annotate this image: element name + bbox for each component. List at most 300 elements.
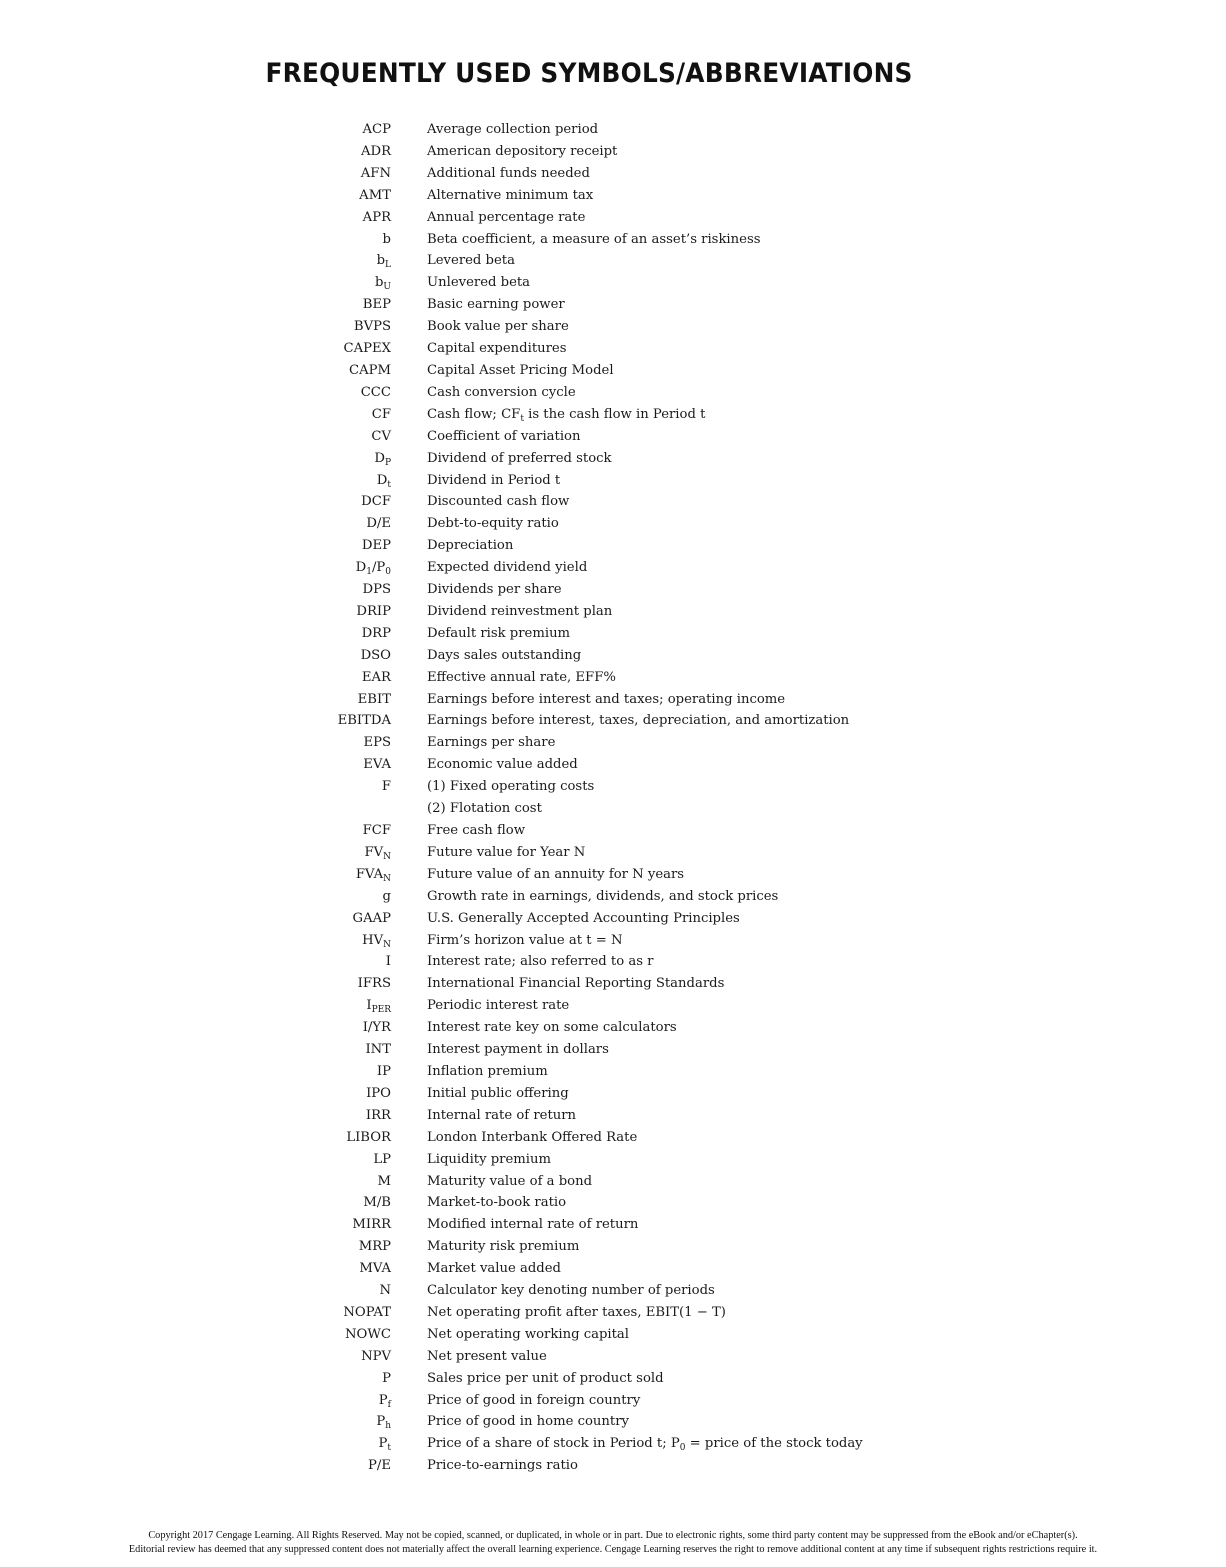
abbreviation xyxy=(363,820,391,842)
abbreviation-text: MIRR xyxy=(352,1217,391,1233)
list-item xyxy=(0,1390,1226,1412)
definition-text: Modified internal rate of return xyxy=(427,1217,639,1233)
abbreviation-subscript: N xyxy=(383,851,391,862)
definition xyxy=(427,513,559,535)
list-item xyxy=(0,710,1226,732)
abbreviation-subscript: P xyxy=(384,457,391,468)
abbreviation-subscript: PER xyxy=(371,1005,391,1016)
list-item xyxy=(0,229,1226,251)
abbreviation xyxy=(379,1433,392,1455)
abbreviation-text: EAR xyxy=(361,669,391,685)
abbreviation-text: NOWC xyxy=(345,1326,391,1342)
definition-subscript: t xyxy=(520,413,524,424)
definition xyxy=(427,1324,629,1346)
definition-text: Inflation premium xyxy=(427,1063,548,1079)
definition xyxy=(427,491,569,513)
definition xyxy=(427,623,570,645)
abbreviation-text: EBIT xyxy=(357,691,391,707)
abbreviation xyxy=(359,1258,391,1280)
definition xyxy=(427,1149,551,1171)
abbreviation-subscript: N xyxy=(383,873,391,884)
abbreviation xyxy=(356,864,391,886)
definition-text: Unlevered beta xyxy=(427,275,531,291)
abbreviation xyxy=(366,1083,391,1105)
definition-text: Expected dividend yield xyxy=(427,560,588,576)
list-item xyxy=(0,930,1226,952)
abbreviation-text: CF xyxy=(371,406,391,422)
abbreviation xyxy=(362,667,391,689)
definition xyxy=(427,973,724,995)
abbreviation-text: D/E xyxy=(366,516,391,532)
abbreviation xyxy=(349,360,391,382)
abbreviation xyxy=(365,1039,391,1061)
definition-text: Basic earning power xyxy=(427,297,565,313)
abbreviation xyxy=(346,1127,391,1149)
list-item xyxy=(0,1017,1226,1039)
abbreviation-text: EVA xyxy=(363,757,391,773)
definition xyxy=(427,645,581,667)
abbreviation xyxy=(379,1280,391,1302)
list-item xyxy=(0,338,1226,360)
list-item xyxy=(0,973,1226,995)
abbreviation xyxy=(374,448,391,470)
abbreviation-text: N xyxy=(379,1283,391,1299)
definition xyxy=(427,229,760,251)
list-item xyxy=(0,1302,1226,1324)
abbreviation-text: I xyxy=(366,998,372,1014)
abbreviation-list xyxy=(0,119,1226,1477)
abbreviation xyxy=(377,470,391,492)
abbreviation xyxy=(354,316,391,338)
abbreviation-text: I xyxy=(385,954,391,970)
definition-text: Capital expenditures xyxy=(427,341,567,357)
abbreviation-text: M/B xyxy=(363,1195,391,1211)
list-item xyxy=(0,1083,1226,1105)
definition-text: International Financial Reporting Standards xyxy=(427,976,725,992)
abbreviation-text: DCF xyxy=(361,494,391,510)
abbreviation xyxy=(362,930,391,952)
definition xyxy=(427,119,598,141)
abbreviation-text: GAAP xyxy=(352,910,391,926)
list-item xyxy=(0,864,1226,886)
definition-text: Price-to-earnings ratio xyxy=(427,1458,578,1474)
definition xyxy=(427,601,612,623)
abbreviation-subscript: 0 xyxy=(385,567,391,578)
list-item xyxy=(0,1127,1226,1149)
abbreviation xyxy=(383,229,391,251)
definition xyxy=(427,448,612,470)
abbreviation-text: b xyxy=(376,253,386,269)
list-item xyxy=(0,1346,1226,1368)
definition-text: (2) Flotation cost xyxy=(427,801,542,817)
definition-text: Periodic interest rate xyxy=(427,998,570,1014)
list-item xyxy=(0,1324,1226,1346)
definition-text: Interest rate; also referred to as r xyxy=(427,954,654,970)
abbreviation-text: FCF xyxy=(362,823,391,838)
list-item xyxy=(0,1061,1226,1083)
definition xyxy=(427,820,525,842)
list-item xyxy=(0,601,1226,623)
abbreviation xyxy=(356,601,391,623)
definition-text: Dividend of preferred stock xyxy=(427,450,612,466)
definition-text: Dividends per share xyxy=(427,582,562,598)
abbreviation-subscript: L xyxy=(385,260,391,271)
abbreviation-text: EPS xyxy=(363,735,391,751)
abbreviation-text: P xyxy=(378,1392,388,1408)
list-item xyxy=(0,557,1226,579)
list-item xyxy=(0,754,1226,776)
abbreviation xyxy=(364,842,391,864)
definition xyxy=(427,1455,578,1477)
definition xyxy=(427,798,542,820)
abbreviation xyxy=(353,908,391,930)
definition-text: Cash conversion cycle xyxy=(427,384,576,400)
abbreviation-text: INT xyxy=(365,1042,391,1058)
definition xyxy=(427,1192,566,1214)
definition xyxy=(427,1258,561,1280)
abbreviation-text: b xyxy=(374,275,384,291)
definition xyxy=(427,272,530,294)
abbreviation xyxy=(359,185,391,207)
definition-text: Price of good in home country xyxy=(427,1414,629,1430)
abbreviation xyxy=(376,1411,391,1433)
definition-text: American depository receipt xyxy=(427,143,618,159)
definition-text: Cash flow; CF xyxy=(427,406,521,422)
abbreviation xyxy=(352,1214,391,1236)
list-item xyxy=(0,272,1226,294)
definition xyxy=(427,207,585,229)
list-item xyxy=(0,1214,1226,1236)
definition xyxy=(427,1171,592,1193)
abbreviation-text: AMT xyxy=(359,187,391,203)
abbreviation-text: D xyxy=(355,560,367,576)
definition-text: Days sales outstanding xyxy=(427,647,582,663)
definition xyxy=(427,951,653,973)
abbreviation-text: FV xyxy=(364,844,384,860)
abbreviation-subscript: t xyxy=(387,479,391,490)
list-item xyxy=(0,1236,1226,1258)
definition xyxy=(427,667,616,689)
definition-text: Book value per share xyxy=(427,319,569,335)
definition-text: Future value of an annuity for N years xyxy=(427,866,685,882)
definition-text: Annual percentage rate xyxy=(427,209,586,225)
definition xyxy=(427,294,565,316)
definition xyxy=(427,689,785,711)
definition-text: Initial public offering xyxy=(427,1085,569,1101)
definition xyxy=(427,1433,863,1455)
definition-text: (1) Fixed operating costs xyxy=(427,779,595,795)
definition xyxy=(427,163,590,185)
abbreviation xyxy=(363,732,391,754)
abbreviation-text: IRR xyxy=(365,1107,391,1123)
abbreviation xyxy=(362,535,391,557)
abbreviation xyxy=(382,776,391,798)
list-item xyxy=(0,294,1226,316)
list-item xyxy=(0,667,1226,689)
abbreviation xyxy=(343,1302,391,1324)
abbreviation xyxy=(379,1390,391,1412)
definition xyxy=(427,535,513,557)
abbreviation-text: b xyxy=(382,231,391,247)
abbreviation xyxy=(361,491,391,513)
definition-text: Maturity risk premium xyxy=(427,1239,580,1255)
definition-text: Growth rate in earnings, dividends, and stock prices xyxy=(427,888,779,904)
abbreviation-text: g xyxy=(382,888,391,904)
definition-text: Capital Asset Pricing Model xyxy=(427,362,614,378)
abbreviation-text: IFRS xyxy=(357,976,391,992)
abbreviation-text: CAPM xyxy=(349,362,391,378)
definition xyxy=(427,338,567,360)
list-item xyxy=(0,1411,1226,1433)
definition-text: Earnings before interest, taxes, depreciation, and amortization xyxy=(427,713,850,729)
list-item xyxy=(0,1105,1226,1127)
abbreviation-text: FVA xyxy=(355,866,384,882)
abbreviation-text: LIBOR xyxy=(346,1129,391,1145)
list-item xyxy=(0,404,1226,426)
definition xyxy=(427,1280,715,1302)
definition xyxy=(427,1236,579,1258)
list-item xyxy=(0,995,1226,1017)
abbreviation-subscript: f xyxy=(387,1399,391,1410)
abbreviation-text: D xyxy=(374,450,385,466)
abbreviation xyxy=(366,995,391,1017)
abbreviation-text: APR xyxy=(362,209,391,225)
copyright-line-1: Copyright 2017 Cengage Learning. All Rights Reserved. May not be copied, scanned, or duplicated, in whole or in part. Due to electronic rights, some third party content may be suppressed from the eBook and/or eChapter(s). xyxy=(148,1530,1078,1541)
abbreviation xyxy=(363,754,391,776)
definition-text: Internal rate of return xyxy=(427,1107,577,1123)
abbreviation xyxy=(363,1017,391,1039)
abbreviation-subscript: t xyxy=(387,1443,391,1454)
abbreviation-text: MVA xyxy=(359,1261,391,1277)
list-item xyxy=(0,645,1226,667)
list-item xyxy=(0,119,1226,141)
definition xyxy=(427,1127,637,1149)
list-item xyxy=(0,382,1226,404)
definition-text: Interest rate key on some calculators xyxy=(427,1020,677,1036)
list-item xyxy=(0,842,1226,864)
abbreviation-text: DRIP xyxy=(356,603,391,619)
definition xyxy=(427,1346,547,1368)
abbreviation xyxy=(362,623,391,645)
definition-text: Coefficient of variation xyxy=(427,428,581,444)
abbreviation xyxy=(366,1105,391,1127)
abbreviation xyxy=(343,338,391,360)
abbreviation-text-suffix: /P xyxy=(371,560,386,576)
definition xyxy=(427,908,740,930)
definition xyxy=(427,1411,629,1433)
list-item xyxy=(0,207,1226,229)
abbreviation xyxy=(363,579,391,601)
abbreviation xyxy=(373,1149,391,1171)
definition-text: Price of a share of stock in Period t; P xyxy=(427,1436,680,1452)
abbreviation xyxy=(363,119,392,141)
list-item xyxy=(0,1039,1226,1061)
abbreviation xyxy=(361,163,391,185)
list-item xyxy=(0,316,1226,338)
list-item xyxy=(0,1280,1226,1302)
definition-text: Future value for Year N xyxy=(427,844,586,860)
abbreviation-text: M xyxy=(377,1173,391,1189)
abbreviation xyxy=(371,426,391,448)
definition xyxy=(427,1105,576,1127)
definition-text: Market value added xyxy=(427,1261,561,1277)
list-item xyxy=(0,1149,1226,1171)
definition-text: Alternative minimum tax xyxy=(427,187,594,203)
abbreviation xyxy=(386,951,391,973)
abbreviation-subscript: U xyxy=(383,282,391,293)
definition xyxy=(427,710,849,732)
list-item xyxy=(0,491,1226,513)
abbreviation xyxy=(361,1346,391,1368)
abbreviation-text: EBITDA xyxy=(337,713,391,729)
list-item xyxy=(0,886,1226,908)
abbreviation xyxy=(363,294,391,316)
abbreviation xyxy=(345,1324,391,1346)
definition xyxy=(427,1039,609,1061)
list-item xyxy=(0,579,1226,601)
abbreviation xyxy=(363,1192,391,1214)
definition xyxy=(427,1368,664,1390)
abbreviation xyxy=(356,557,391,579)
abbreviation xyxy=(377,1061,391,1083)
list-item xyxy=(0,470,1226,492)
abbreviation-text: AFN xyxy=(360,165,391,181)
abbreviation-text: IP xyxy=(376,1063,391,1079)
definition-text: Net operating working capital xyxy=(427,1326,629,1342)
definition-text: Dividend reinvestment plan xyxy=(427,603,613,619)
list-item xyxy=(0,776,1226,798)
definition xyxy=(427,1061,548,1083)
definition-text: Beta coefficient, a measure of an asset’s riskiness xyxy=(427,231,761,247)
definition xyxy=(427,1017,677,1039)
definition xyxy=(427,316,569,338)
abbreviation-text: BVPS xyxy=(353,319,391,335)
abbreviation xyxy=(338,710,391,732)
list-item xyxy=(0,1433,1226,1455)
abbreviation-text: DRP xyxy=(361,625,391,641)
list-item xyxy=(0,798,1226,820)
abbreviation-subscript: 1 xyxy=(366,567,372,578)
definition xyxy=(427,776,594,798)
definition-text: Debt-to-equity ratio xyxy=(427,516,559,532)
abbreviation-text: I/YR xyxy=(362,1020,391,1036)
abbreviation xyxy=(377,250,391,272)
definition xyxy=(427,754,578,776)
definition-text: Default risk premium xyxy=(427,625,571,641)
abbreviation xyxy=(372,404,391,426)
list-item xyxy=(0,689,1226,711)
list-item xyxy=(0,163,1226,185)
definition xyxy=(427,360,614,382)
definition-text: Earnings before interest and taxes; operating income xyxy=(427,691,786,707)
abbreviation-text: MRP xyxy=(358,1239,391,1255)
abbreviation-text: P xyxy=(378,1436,388,1452)
abbreviation xyxy=(361,141,391,163)
abbreviation xyxy=(368,1455,391,1477)
abbreviation-subscript: h xyxy=(385,1421,391,1432)
definition-text: Discounted cash flow xyxy=(427,494,570,510)
abbreviation xyxy=(382,1368,391,1390)
abbreviation xyxy=(375,272,391,294)
definition-text: Average collection period xyxy=(427,122,599,137)
abbreviation-text: ADR xyxy=(360,143,391,159)
definition-text: Dividend in Period t xyxy=(427,472,561,488)
definition-text: Earnings per share xyxy=(427,735,556,751)
abbreviation-text: DPS xyxy=(362,582,391,598)
list-item xyxy=(0,1455,1226,1477)
definition-text-suffix: = price of the stock today xyxy=(685,1436,863,1452)
definition xyxy=(427,886,778,908)
definition xyxy=(427,404,705,426)
abbreviation-text: CCC xyxy=(360,384,391,400)
definition xyxy=(427,1302,726,1324)
list-item xyxy=(0,513,1226,535)
abbreviation-text: D xyxy=(376,472,388,488)
definition xyxy=(427,141,617,163)
definition-text-suffix: is the cash flow in Period t xyxy=(523,406,706,422)
list-item xyxy=(0,732,1226,754)
abbreviation xyxy=(361,382,391,404)
definition-text: Additional funds needed xyxy=(427,165,590,181)
list-item xyxy=(0,1171,1226,1193)
list-item xyxy=(0,535,1226,557)
definition xyxy=(427,470,560,492)
definition-text: Economic value added xyxy=(427,757,578,773)
list-item xyxy=(0,185,1226,207)
abbreviation xyxy=(383,886,391,908)
definition-text: U.S. Generally Accepted Accounting Principles xyxy=(427,910,740,926)
definition xyxy=(427,930,623,952)
definition-text: Sales price per unit of product sold xyxy=(427,1370,664,1386)
definition xyxy=(427,842,585,864)
list-item xyxy=(0,426,1226,448)
abbreviation-text: P xyxy=(376,1414,386,1430)
definition-text: Firm’s horizon value at t = N xyxy=(427,932,623,948)
definition-text: London Interbank Offered Rate xyxy=(427,1129,638,1145)
definition-text: Maturity value of a bond xyxy=(427,1173,593,1189)
definition-text: Effective annual rate, EFF% xyxy=(427,669,616,685)
abbreviation xyxy=(359,1236,391,1258)
abbreviation xyxy=(363,207,391,229)
list-item xyxy=(0,360,1226,382)
abbreviation-text: ACP xyxy=(362,122,391,137)
abbreviation-text: LP xyxy=(373,1151,391,1167)
definition-text: Liquidity premium xyxy=(427,1151,551,1167)
abbreviation-text: P/E xyxy=(368,1458,391,1474)
definition xyxy=(427,732,555,754)
abbreviation-text: DEP xyxy=(361,538,391,554)
abbreviation-text: NPV xyxy=(361,1348,391,1364)
abbreviation xyxy=(366,513,391,535)
definition xyxy=(427,382,576,404)
abbreviation xyxy=(361,645,391,667)
definition xyxy=(427,864,684,886)
definition-text: Levered beta xyxy=(427,253,515,269)
copyright-line-2: Editorial review has deemed that any suppressed content does not materially affect the overall learning experience. Cengage Learning reserves the right to remove additional content at any time if subsequent rights restrictions require it. xyxy=(128,1544,1098,1555)
list-item xyxy=(0,1258,1226,1280)
list-item xyxy=(0,1368,1226,1390)
definition-text: Net present value xyxy=(427,1348,547,1364)
list-item xyxy=(0,448,1226,470)
abbreviation-text: HV xyxy=(362,932,384,948)
list-item xyxy=(0,951,1226,973)
definition xyxy=(427,557,587,579)
abbreviation-text: P xyxy=(382,1370,391,1386)
abbreviation-subscript: N xyxy=(383,939,391,950)
list-item xyxy=(0,250,1226,272)
definition xyxy=(427,1083,569,1105)
definition-text: Interest payment in dollars xyxy=(427,1042,609,1058)
